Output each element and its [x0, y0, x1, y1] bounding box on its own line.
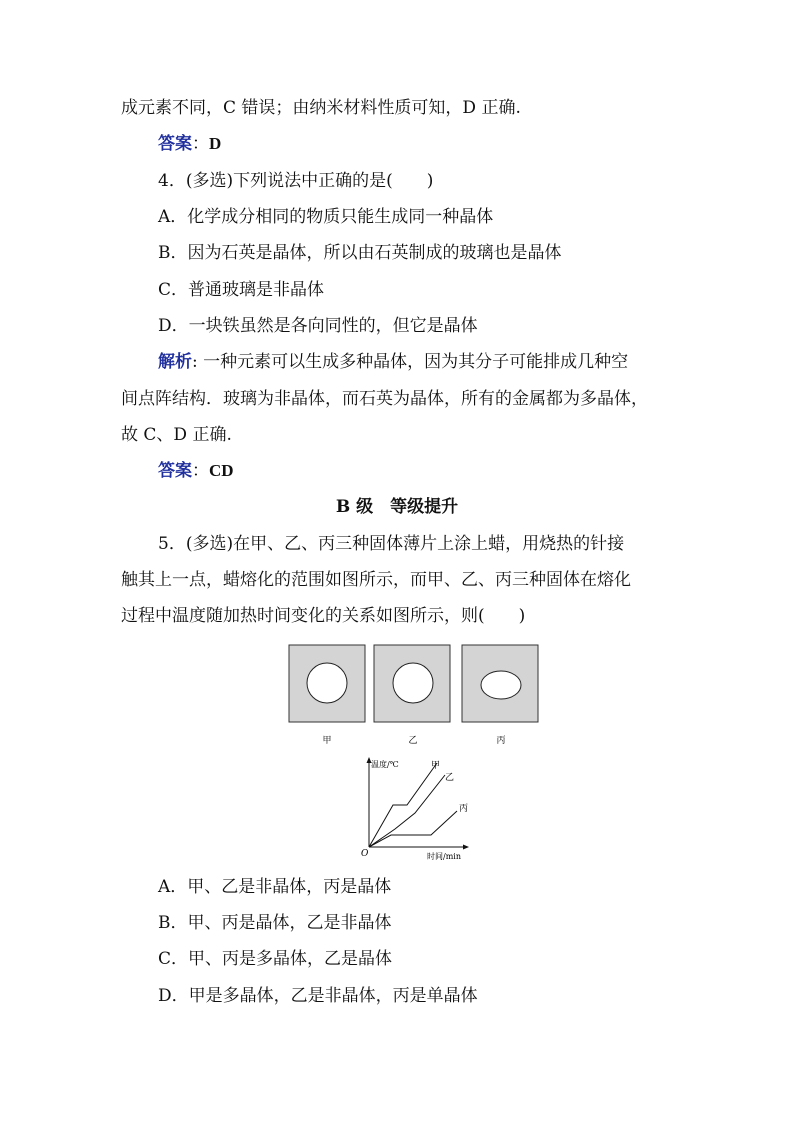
q4-analysis-line-2: 间点阵结构．玻璃为非晶体，而石英为晶体，所有的金属都为多晶体，: [121, 389, 648, 409]
answer-label: 答案: [158, 134, 192, 154]
question-4-stem: 4．(多选)下列说法中正确的是( ): [158, 171, 434, 191]
answer-value: D: [209, 134, 222, 153]
question-5-stem-line-3: 过程中温度随加热时间变化的关系如图所示，则( ): [121, 606, 526, 626]
x-axis-arrow: [463, 845, 469, 850]
q4-option-a: A．化学成分相同的物质只能生成同一种晶体: [158, 207, 494, 227]
answer-sep: ：: [192, 461, 209, 481]
panel-label-bing: 丙: [496, 736, 506, 746]
q4-option-b: B．因为石英是晶体，所以由石英制成的玻璃也是晶体: [158, 243, 562, 263]
q4-analysis-line-3: 故 C、D 正确.: [121, 425, 232, 445]
curve-yi: [369, 775, 445, 847]
curve-jia: [369, 763, 437, 847]
answer-q4: [158, 460, 234, 482]
answer-q3: [158, 133, 221, 155]
answer-label: 答案: [158, 461, 192, 481]
analysis-text: : 一种元素可以生成多种晶体，因为其分子可能排成几种空: [192, 352, 629, 372]
paragraph-continuation: 成元素不同，C 错误；由纳米材料性质可知，D 正确.: [121, 98, 521, 118]
q4-option-d: D．一块铁虽然是各向同性的，但它是晶体: [158, 316, 478, 336]
question-5-stem-line-2: 触其上一点，蜡熔化的范围如图所示，而甲、乙、丙三种固体在熔化: [121, 570, 631, 590]
q5-option-b: B．甲、丙是晶体，乙是非晶体: [158, 913, 392, 933]
q5-option-d: D．甲是多晶体，乙是非晶体，丙是单晶体: [158, 986, 478, 1006]
graph-xlabel: 时间/min: [427, 852, 461, 861]
graph-ylabel: 温度/℃: [371, 760, 399, 769]
temperature-time-graph: [355, 755, 485, 865]
curve-label-bing: 丙: [459, 804, 469, 814]
answer-value: CD: [209, 461, 234, 480]
q5-option-a: A．甲、乙是非晶体，丙是晶体: [158, 877, 392, 897]
q5-option-c: C．甲、丙是多晶体，乙是晶体: [158, 949, 393, 969]
wax-melt-figure: [285, 642, 545, 752]
panel-label-jia: 甲: [322, 736, 332, 746]
curve-bing: [369, 811, 457, 847]
q4-analysis-line-1: [158, 351, 628, 373]
graph-origin: O: [361, 849, 369, 859]
panel-yi-melt-circle: [393, 663, 433, 703]
answer-sep: ：: [192, 134, 209, 154]
panel-bing-melt-ellipse: [481, 671, 521, 699]
section-title: B 级 等级提升: [335, 497, 459, 517]
q4-option-c: C．普通玻璃是非晶体: [158, 280, 325, 300]
analysis-label: 解析: [158, 352, 192, 372]
curve-label-yi: 乙: [445, 773, 455, 783]
panel-jia-melt-circle: [307, 663, 347, 703]
question-5-stem-line-1: 5．(多选)在甲、乙、丙三种固体薄片上涂上蜡，用烧热的针接: [158, 534, 625, 554]
panel-label-yi: 乙: [408, 736, 418, 746]
curve-label-jia: 甲: [431, 761, 441, 771]
